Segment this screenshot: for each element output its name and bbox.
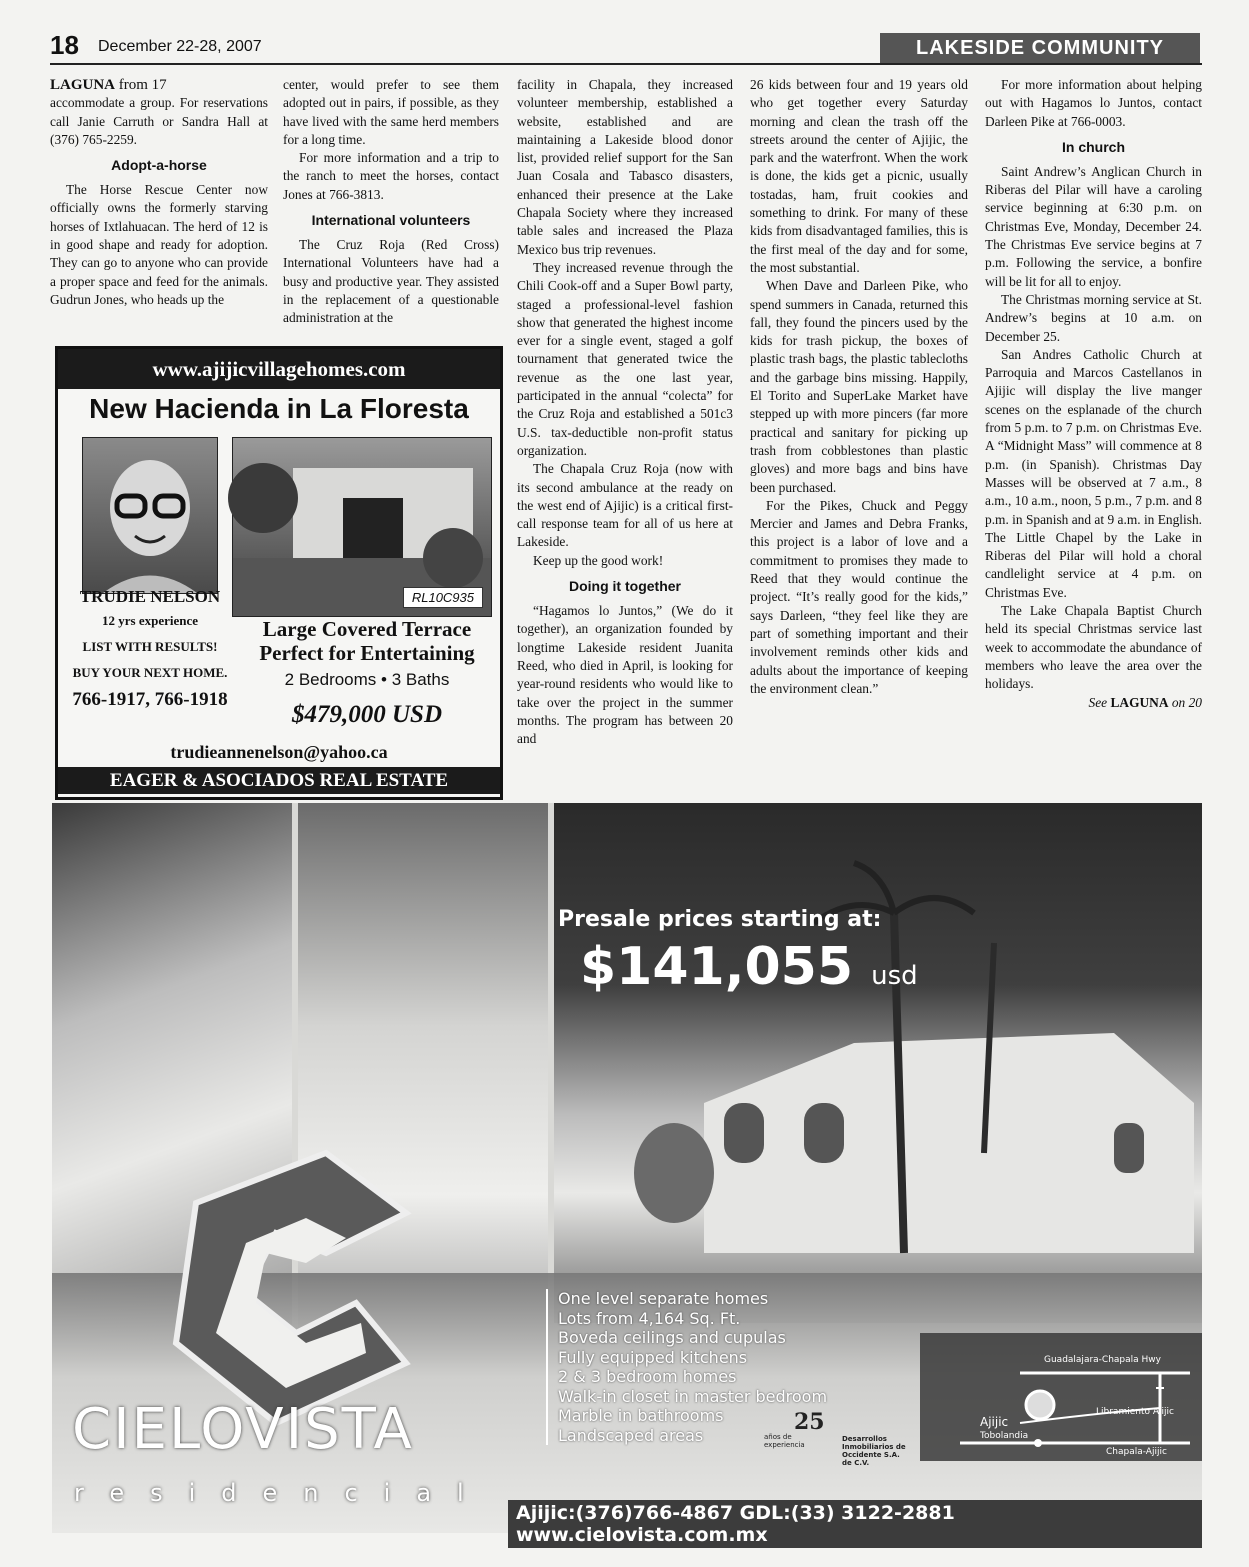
- column-5: [985, 76, 1202, 712]
- cielovista-logo-icon: [156, 1143, 426, 1433]
- paragraph: The Cruz Roja (Red Cross) International Volunteers have had a busy and productive year. They assisted in the replacement of a questionable administration at the: [283, 237, 499, 326]
- paragraph: San Andres Catholic Church at Parroquia and Marcos Castellanos in Ajijic will display the live manger scenes on the esplanade of the church from 5 p.m. to 7 p.m. on Christmas Eve. A “Midnight Mass” will commence at 8 p.m. (in Spanish). Christmas Day Masses will be observed at 7 a.m., 8 a.m., 10 a.m., noon, 5 p.m., 7 p.m. and 8 p.m. in Spanish and at 9 a.m. in English. The Little Chapel by the Lake in Riberas del Pilar will hold a choral candlelight service at 4 p.m. on Christmas Eve.: [985, 346, 1202, 600]
- map-label-ajijic: Ajijic: [980, 1415, 1009, 1429]
- ad-slogan-2: BUY YOUR NEXT HOME.: [72, 665, 228, 680]
- realestate-ad: [55, 346, 503, 800]
- presale-price: [580, 937, 918, 997]
- brand-name: CIELOVISTA: [72, 1397, 414, 1462]
- map-label-hwy: Guadalajara-Chapala Hwy: [1044, 1355, 1161, 1365]
- paragraph: When Dave and Darleen Pike, who spend summers in Canada, returned this fall, they found the pincers used by the kids for trash pickup, the boxes of plastic trash bags, the plastic tablecloths and the garbage bins missing. Happily, El Torito and SuperLake Market have stepped up with more pincers (far more practical and sanitary for picking up trash from cobblestones than plastic gloves) and more bags and bins have been purchased.: [750, 278, 968, 495]
- map-label-chapala: Chapala-Ajijic: [1106, 1447, 1167, 1457]
- listing-price: $479,000 USD: [291, 701, 442, 728]
- agent-phones[interactable]: 766-1917, 766-1918: [72, 689, 228, 710]
- house-exterior-icon: [554, 803, 1202, 1323]
- map-label-tobolandia: Tobolandia: [980, 1431, 1029, 1441]
- continued-see: See: [1088, 694, 1111, 710]
- jump-line: [50, 76, 268, 94]
- page-number: 18: [50, 30, 79, 60]
- paragraph: accommodate a group. For reservations call Janie Carruth or Sandra Hall at (376) 765-2259.: [50, 95, 268, 147]
- paragraph: center, would prefer to see them adopted out in pairs, if possible, as they have lived with the same herd members for a long time.: [283, 77, 499, 147]
- feature-item: Boveda ceilings and cupulas: [558, 1328, 786, 1347]
- paragraph: Saint Andrew’s Anglican Church in Riberas del Pilar will have a caroling service beginning at 6:30 p.m. on Christmas Eve, Monday, December 24. The Christmas Eve service begins at 7 p.m. Following the service, a bonfire will be lit for all to enjoy.: [985, 163, 1202, 289]
- feature-item: 2 & 3 bedroom homes: [558, 1367, 737, 1386]
- ad-contact-line[interactable]: Ajijic:(376)766-4867 GDL:(33) 3122-2881 www.cielovista.com.mx: [508, 1500, 1202, 1548]
- location-map: [920, 1333, 1202, 1461]
- ad-website-url[interactable]: www.ajijicvillagehomes.com: [58, 349, 500, 389]
- agent-name: TRUDIE NELSON: [79, 587, 221, 606]
- subhead-in-church: In church: [1061, 138, 1125, 155]
- paragraph: For the Pikes, Chuck and Peggy Mercier and James and Debra Franks, this project is a labor of love and a commitment to promises they made to Reed that they would continue the project. “It’s really good for the kids,” says Darleen, “they feel like they are part of something important and their involvement reminds other kids and adults about the importance of keeping the environment clean.”: [750, 497, 968, 696]
- feature-item: One level separate homes: [558, 1289, 769, 1308]
- house-photo: [232, 437, 492, 617]
- subhead-doing-it-together: Doing it together: [569, 578, 681, 595]
- listing-code: RL10C935: [403, 587, 483, 608]
- developer-years: 25: [794, 1409, 825, 1435]
- exterior-photo-house: [554, 803, 1202, 1323]
- jump-kicker-rest: from 17: [115, 77, 167, 93]
- continued-page: on 20: [1168, 694, 1202, 710]
- agent-experience: 12 yrs experience: [101, 613, 199, 628]
- subhead-adopt-a-horse: Adopt-a-horse: [111, 157, 207, 174]
- developer-years-text: años de experiencia: [764, 1433, 805, 1449]
- feature-line-1: Large Covered Terrace: [262, 617, 472, 641]
- continued-line[interactable]: [985, 694, 1202, 712]
- presale-label: Presale prices starting at:: [558, 907, 882, 932]
- paragraph: 26 kids between four and 19 years old who get together every Saturday morning and clean the trash off the streets around the center of Ajijic, the park and the waterfront. When the work is done, the kids get a picnic, usually tostadas, ham, fruit cookies and something to drink. For many of these kids from disadvantaged families, this is the first meal of the day and for some, the most substantial.: [750, 77, 968, 275]
- agent-portrait-icon: [83, 438, 217, 593]
- brand-subtitle: residencial: [74, 1479, 490, 1507]
- feature-item: Walk-in closet in master bedroom: [558, 1386, 828, 1406]
- paragraph: The Christmas morning service at St. Andrew’s begins at 10 a.m. on December 25.: [985, 291, 1202, 344]
- paragraph: The Horse Rescue Center now officially owns the formerly starving horses of Ixtlahuacan. The herd of 12 is in good shape and ready for adoption. They can go to anyone who can provide a proper space and feed for the animals. Gudrun Jones, who heads up the: [50, 182, 268, 307]
- paragraph: Keep up the good work!: [533, 552, 664, 568]
- paragraph: For more information about helping out with Hagamos lo Juntos, contact Darleen Pike at 766-0003.: [985, 77, 1202, 129]
- cielovista-ad: [52, 803, 1202, 1546]
- column-3: [517, 76, 733, 748]
- paragraph: facility in Chapala, they increased volunteer membership, established a website, established and are maintaining a Lakeside blood donor list, provided relief support for the San Juan Cosala and Tabasco disasters, enhanced their presence at the Lake Chapala Society where they increased table sales and increased the Plaza Mexico bus trip revenues.: [517, 77, 733, 257]
- presale-price-value: $141,055: [580, 937, 854, 997]
- section-title: LAKESIDE COMMUNITY: [880, 33, 1200, 63]
- continued-name: LAGUNA: [1110, 694, 1169, 710]
- paragraph: They increased revenue through the Chili Cook-off and a Super Bowl party, staged a professional-level fashion show that generated the highest income ever for a single event, staged a golf tournament that generated twice the revenue as the one last year, participated in the annual “colecta” for the Cruz Roja and established a 501c3 U.S. tax-deductible non-profit status organization.: [517, 259, 733, 458]
- feature-item: Fully equipped kitchens: [558, 1347, 748, 1367]
- paragraph: The Lake Chapala Baptist Church held its special Christmas service last week to accommodate the abundance of members who leave the area over the holidays.: [985, 603, 1202, 692]
- jump-kicker: LAGUNA: [50, 77, 116, 93]
- feature-line-2: Perfect for Entertaining: [259, 641, 475, 665]
- ad-slogan-1: LIST WITH RESULTS!: [82, 639, 218, 654]
- developer-badge: [764, 1409, 908, 1471]
- feature-item: Lots from 4,164 Sq. Ft.: [558, 1308, 741, 1328]
- rooms-info: 2 Bedrooms • 3 Baths: [284, 670, 450, 689]
- map-label-libramiento: Libramiento Ajijic: [1096, 1407, 1174, 1417]
- agent-email[interactable]: trudieannenelson@yahoo.ca: [170, 742, 388, 762]
- column-1: [50, 76, 268, 309]
- column-4: [750, 76, 968, 698]
- issue-date: December 22-28, 2007: [98, 38, 262, 55]
- paragraph: The Chapala Cruz Roja (now with its second ambulance at the ready on the west end of Ajijic) is a critical first-call response team for all of us here at Lakeside.: [517, 461, 733, 550]
- map-roads-icon: [920, 1333, 1202, 1461]
- column-2: [283, 76, 499, 328]
- ad-headline: New Hacienda in La Floresta: [89, 393, 469, 424]
- presale-price-unit: usd: [871, 961, 918, 991]
- developer-name: Desarrollos Inmobiliarios de Occidente S.A. de C.V.: [842, 1435, 906, 1467]
- agent-photo: [82, 437, 218, 594]
- paragraph: “Hagamos lo Juntos,” (We do it together), an organization founded by longtime Lakeside resident Juanita Reed, who died in April, is looking for year-round residents who would like to take over the project in the summer months. The program has between 20 and: [517, 603, 733, 747]
- subhead-international-volunteers: International volunteers: [311, 212, 471, 229]
- paragraph: For more information and a trip to the ranch to meet the horses, contact Jones at 766-3813.: [283, 150, 499, 202]
- agency-name: EAGER & ASOCIADOS REAL ESTATE: [58, 767, 500, 794]
- feature-item: Landscaped areas: [558, 1425, 704, 1445]
- header-rule: [50, 63, 1202, 65]
- feature-item: Marble in bathrooms: [558, 1406, 724, 1425]
